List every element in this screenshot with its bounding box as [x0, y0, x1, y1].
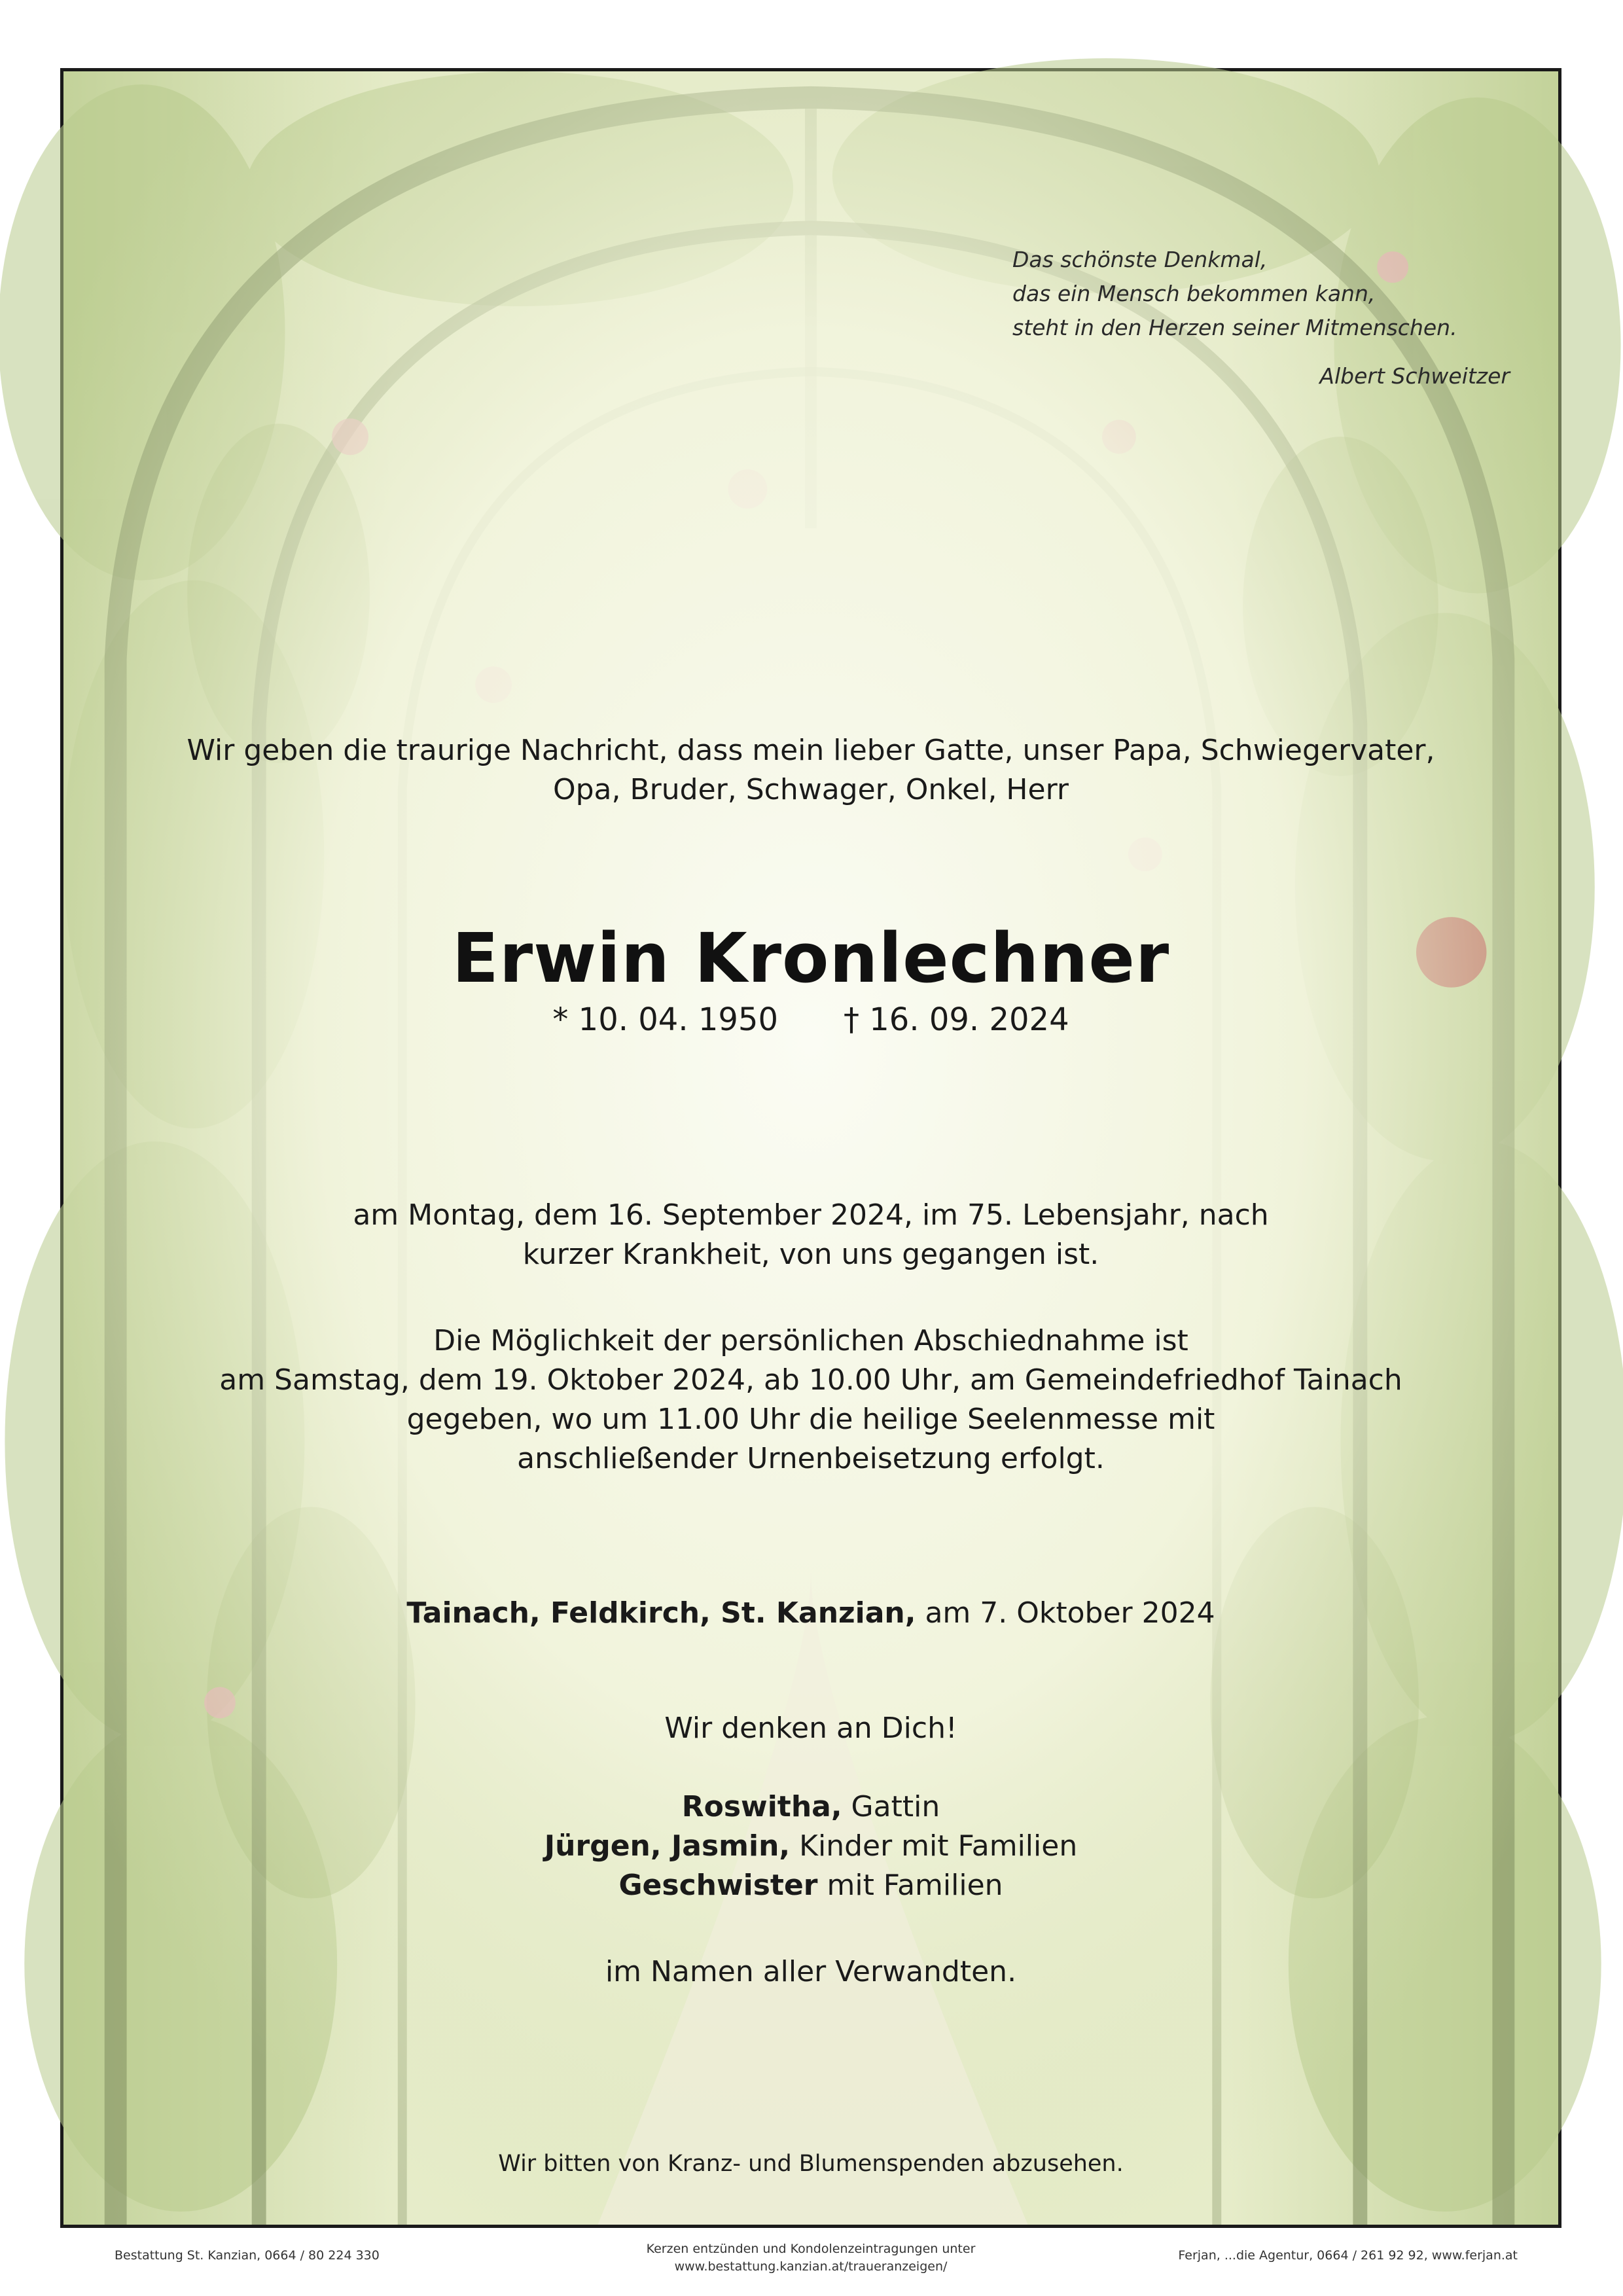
- mourner-names: Geschwister: [618, 1869, 818, 1902]
- farewell-line: anschließender Urnenbeisetzung erfolgt.: [517, 1442, 1105, 1475]
- quote-author: Albert Schweitzer: [1319, 363, 1510, 389]
- farewell-text: [63, 1321, 1558, 1479]
- mourner-entry: [63, 1827, 1558, 1866]
- passing-line: kurzer Krankheit, von uns gegangen ist.: [522, 1238, 1099, 1271]
- birth-date: * 10. 04. 1950: [552, 1001, 778, 1038]
- death-date: † 16. 09. 2024: [844, 1001, 1069, 1038]
- announcement-intro: [63, 731, 1558, 810]
- footer-condolence-url[interactable]: www.bestattung.kanzian.at/traueranzeigen/: [674, 2259, 948, 2274]
- quote-line: Das schönste Denkmal,: [1012, 247, 1268, 272]
- life-dates: [63, 998, 1558, 1041]
- mourner-entry: [63, 1787, 1558, 1827]
- quote-line: das ein Mensch bekommen kann,: [1012, 281, 1376, 306]
- mourner-relation: mit Familien: [827, 1869, 1003, 1902]
- footer-agency: Ferjan, ...die Agentur, 0664 / 261 92 92, www.ferjan.at: [1178, 2248, 1518, 2263]
- farewell-line: Die Möglichkeit der persönlichen Abschiednahme ist: [433, 1324, 1188, 1357]
- footer-funeral-home: Bestattung St. Kanzian, 0664 / 80 224 330: [115, 2248, 380, 2263]
- deceased-name: Erwin Kronlechner: [452, 918, 1170, 998]
- flowers-note: Wir bitten von Kranz- und Blumenspenden abzusehen.: [498, 2151, 1124, 2177]
- passing-line: am Montag, dem 16. September 2024, im 75. Lebensjahr, nach: [353, 1198, 1269, 1232]
- place-and-date: [63, 1594, 1558, 1633]
- mourner-relation: Gattin: [851, 1790, 940, 1823]
- on-behalf-note: im Namen aller Verwandten.: [605, 1955, 1017, 1988]
- intro-line: Opa, Bruder, Schwager, Onkel, Herr: [552, 773, 1069, 806]
- mourner-names: Jürgen, Jasmin,: [544, 1829, 791, 1863]
- footer-condolence-line: Kerzen entzünden und Kondolenzeintragungen unter: [646, 2242, 976, 2256]
- places: Tainach, Feldkirch, St. Kanzian,: [406, 1596, 916, 1630]
- mourner-names: Roswitha,: [681, 1790, 842, 1823]
- intro-line: Wir geben die traurige Nachricht, dass mein lieber Gatte, unser Papa, Schwiegervater,: [187, 734, 1435, 767]
- passing-text: [63, 1196, 1558, 1274]
- announcement-date: am 7. Oktober 2024: [925, 1596, 1215, 1630]
- farewell-line: gegeben, wo um 11.00 Uhr die heilige Seelenmesse mit: [406, 1403, 1215, 1436]
- mourners-list: [63, 1787, 1558, 1905]
- closing-line: Wir denken an Dich!: [664, 1712, 957, 1745]
- mourner-entry: [63, 1866, 1558, 1905]
- quote-block: [1012, 243, 1510, 393]
- quote-line: steht in den Herzen seiner Mitmenschen.: [1012, 315, 1457, 340]
- farewell-line: am Samstag, dem 19. Oktober 2024, ab 10.00 Uhr, am Gemeindefriedhof Tainach: [219, 1363, 1402, 1397]
- mourner-relation: Kinder mit Familien: [799, 1829, 1078, 1863]
- obituary-frame: [60, 68, 1561, 2274]
